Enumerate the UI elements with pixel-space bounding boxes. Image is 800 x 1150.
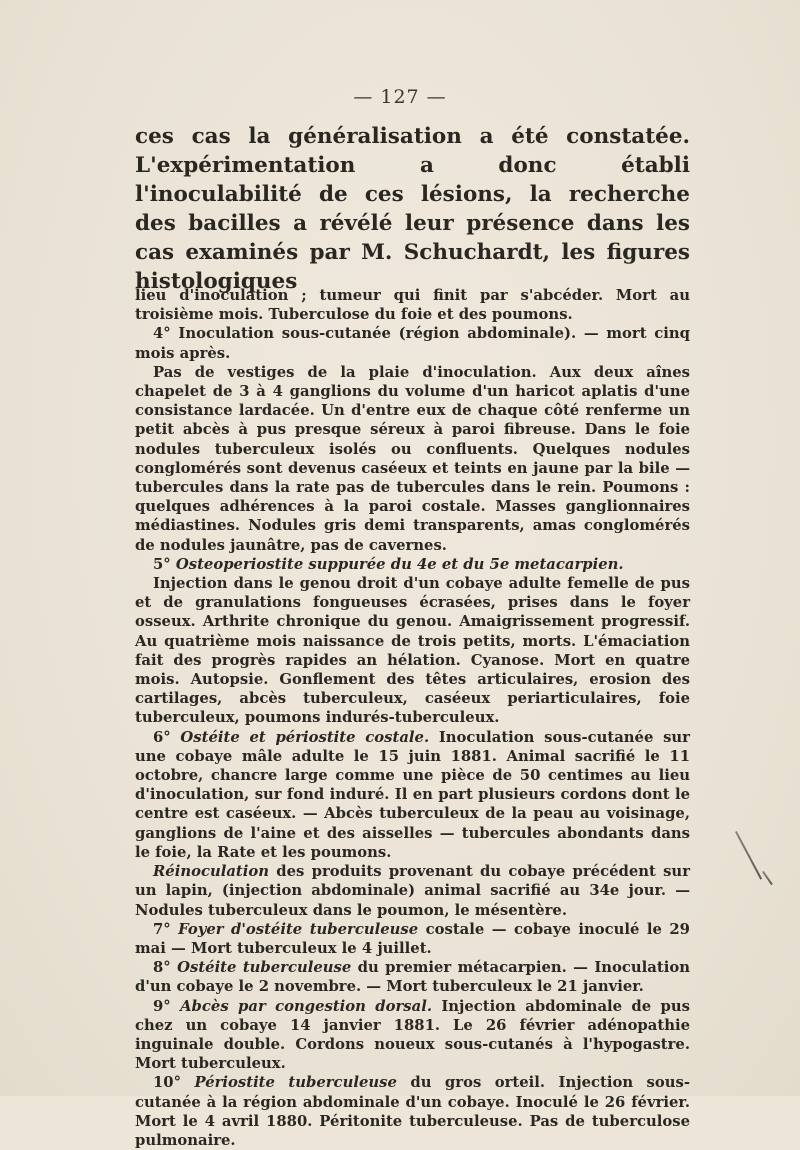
margin-pencil-mark [762, 871, 773, 885]
text-run: 6° [153, 728, 181, 746]
italic-run: Périostite tuberculeuse [194, 1074, 397, 1092]
lead-paragraph: ces cas la généralisation a été constatée. L'expérimentation a donc établi l'inoculabilité de ces lésions, la recherche des bacilles a révélé leur présence dans les cas examinés par M. Schuchardt, les figures histologiques [135, 124, 690, 294]
italic-run: Réinoculation [153, 863, 270, 881]
text-run: 9° [153, 997, 181, 1015]
italic-run: Ostéite et périostite costale. [180, 728, 430, 746]
text-run: des produits provenant du cobaye précédent sur un lapin, (injection abdominale) animal sacrifié au 34e jour. — Nodules tuberculeux dans le poumon, le mésentère. [135, 863, 690, 919]
text-run: Injection dans le genou droit d'un cobaye adulte femelle de pus et de granulations fongueuses écrasées, prises dans le foyer osseux. Arthrite chronique du genou. Amaigrissement progressif. Au quatrième mois naissance de trois petits, morts. L'émaciation fait des progrès rapides an hélation. Cyanose. Mort en quatre mois. Autopsie. Gonflement des têtes articulaires, erosion des cartilages, abcès tuberculeux, caséeux periarticulaires, foie tuberculeux, poumons indurés-tuberculeux. [135, 575, 690, 727]
text-run: costale — cobaye inoculé le 29 mai — Mort tuberculeux le 4 juillet. [135, 920, 690, 957]
text-run: Injection abdominale de pus chez un cobaye 14 janvier 1881. Le 26 février adénopathie inguinale double. Cordons noueux sous-cutanés à l'hypogastre. Mort tuberculeux. [135, 997, 690, 1073]
margin-pencil-mark [735, 831, 762, 880]
paragraph [135, 286, 690, 324]
text-run: 10° [153, 1074, 195, 1092]
paragraph [135, 997, 690, 1074]
italic-run: Osteoperiostite suppurée du 4e et du 5e metacarpien. [175, 555, 624, 573]
text-run: du premier métacarpien. — Inoculation d'un cobaye le 2 novembre. — Mort tuberculeux le 21 janvier. [135, 959, 690, 996]
italic-run: Ostéite tuberculeuse [177, 959, 352, 977]
paragraph [135, 324, 690, 362]
paragraph [135, 574, 690, 728]
text-run: 4° Inoculation sous-cutanée (région abdominale). — mort cinq mois après. [135, 325, 690, 362]
italic-run: Abcès par congestion dorsal. [180, 997, 432, 1015]
text-run: Inoculation sous-cutanée sur une cobaye mâle adulte le 15 juin 1881. Animal sacrifié le 11 octobre, chancre large comme une pièce de 50 centimes au lieu d'inoculation, sur fond induré. Il en part plusieurs cordons dont le centre est caséeux. — Abcès tuberculeux de la peau au voisinage, ganglions de l'aine et des aisselles — tubercules abondants dans le foie, la Rate et les poumons. [135, 728, 690, 861]
lead-paragraph-block [135, 122, 690, 296]
italic-run: Foyer d'ostéite tuberculeuse [178, 920, 419, 938]
paragraph [135, 958, 690, 996]
text-run: 8° [153, 959, 178, 977]
text-run: 5° [153, 555, 176, 573]
paragraph [135, 1073, 690, 1150]
text-run: du gros orteil. Injection sous-cutanée à la région abdominale d'un cobaye. Inoculé le 26 février. Mort le 4 avril 1880. Péritonite tuberculeuse. Pas de tuberculose pulmonaire. [135, 1074, 690, 1149]
page-number: — 127 — [353, 86, 447, 108]
text-run: Pas de vestiges de la plaie d'inoculation. Aux deux aînes chapelet de 3 à 4 ganglions du volume d'un haricot aplatis d'une consistance lardacée. Un d'entre eux de chaque côté renferme un petit abcès à pus presque séreux à paroi fibreuse. Dans le foie nodules tuberculeux isolés ou confluents. Quelques nodules conglomérés sont devenus caséeux et teints en jaune par la bile — tubercules dans la rate pas de tubercules dans le rein. Poumons : quelques adhérences à la paroi costale. Masses ganglionnaires médiastines. Nodules gris demi transparents, amas conglomérés de nodules jaunâtre, pas de cavernes. [135, 363, 690, 554]
text-run: 7° [153, 920, 179, 938]
paragraph [135, 363, 690, 555]
paragraph [135, 920, 690, 958]
paragraph [135, 728, 690, 862]
paragraph [135, 862, 690, 920]
text-run: lieu d'inoculation ; tumeur qui finit par s'abcéder. Mort au troisième mois. Tuberculose du foie et des poumons. [135, 287, 690, 324]
body-text [135, 286, 690, 1150]
paragraph [135, 555, 690, 574]
